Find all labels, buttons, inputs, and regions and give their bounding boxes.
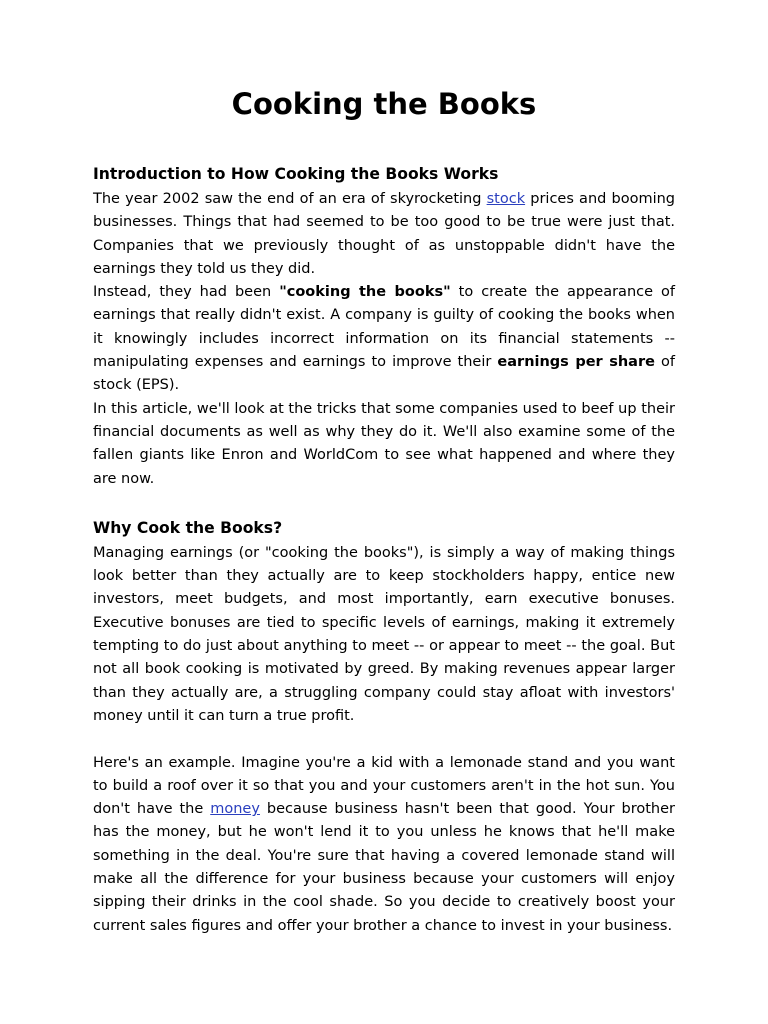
intro-paragraph-3: In this article, we'll look at the tricks that some companies used to beef up their financial documents as well as why they do it. We'll also examine some of the fallen giants like Enron and WorldCom to see what happened and where they are now. [93,400,675,487]
intro-paragraph-1 [93,188,675,281]
paragraph-text: to create the appearance of earnings that really didn't exist. A company is guilty of cooking the books when it knowingly includes incorrect information on its financial statements -- manipulating expenses and earnings to improve their [93,284,675,371]
paragraph-text: of stock (EPS). [93,354,675,394]
bold-phrase-earnings-per-share: earnings per share [497,354,655,371]
paragraph-text: Here's an example. Imagine you're a kid with a lemonade stand and you want to build a roof over it so that you and your customers aren't in the hot sun. You don't have the [93,754,675,818]
money-link[interactable]: money [210,801,260,818]
bold-phrase-cooking-the-books: "cooking the books" [279,284,451,301]
why-paragraph-2 [93,752,675,938]
section-heading-introduction: Introduction to How Cooking the Books Works [93,165,499,183]
paragraph-text: The year 2002 saw the end of an era of skyrocketing [93,191,487,207]
section-heading-why-cook: Why Cook the Books? [93,518,283,537]
paragraph-text: because business hasn't been that good. Your brother has the money, but he won't lend it to you unless he knows that he'll make something in the deal. You're sure that having a covered lemonade stand will make all the difference for your business because your customers will enjoy sipping their drinks in the cool shade. So you decide to creatively boost your current sales figures and offer your brother a chance to invest in your business. [93,801,675,934]
paragraph-text: Instead, they had been [93,284,280,301]
why-paragraph-1: Managing earnings (or "cooking the books"), is simply a way of making things look better than they actually are to keep stockholders happy, entice new investors, meet budgets, and most importantly, earn executive bonuses. Executive bonuses are tied to specific levels of earnings, making it extremely tempting to do just about anything to meet -- or appear to meet -- the goal. But not all book cooking is motivated by greed. By making revenues appear larger than they actually are, a struggling company could stay afloat with investors' money until it can turn a true profit. [93,544,675,724]
intro-paragraph-2 [93,281,675,397]
stock-link[interactable]: stock [486,191,526,207]
document-body [93,160,675,938]
paragraph-text: prices and booming businesses. Things that had seemed to be too good to be true were just that. Companies that we previously thought of as unstoppable didn't have the earnings they told us they did. [93,191,675,277]
page-title: Cooking the Books [231,87,537,121]
